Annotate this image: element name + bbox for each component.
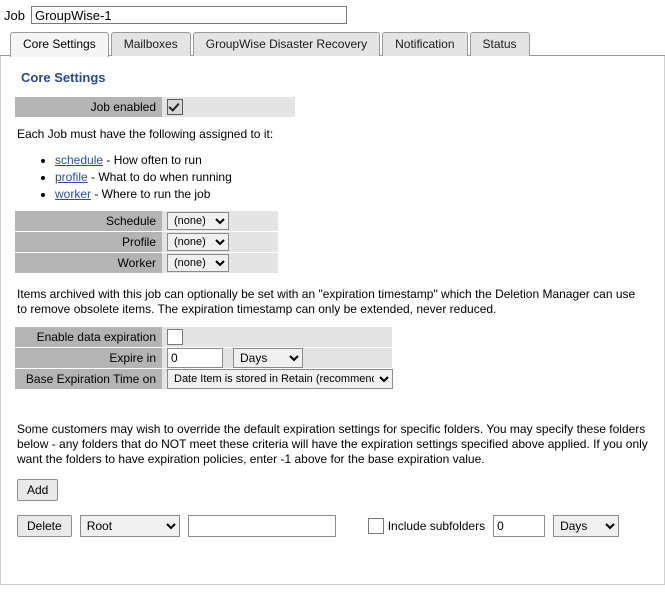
profile-field [162,232,278,252]
job-enabled-checkbox[interactable] [167,99,183,115]
folder-override-intro: Some customers may wish to override the default expiration settings for specific folders. You may specify these folders below - any folders that do NOT meet these criteria will have the expiration settings specified above applied. If you only want the folders to have expiration policies, enter -1 above for the base expiration value. [17,422,648,466]
job-enabled-label: Job enabled [15,97,162,117]
requirements-list [37,152,650,203]
schedule-desc: - How often to run [103,153,202,167]
profile-link[interactable]: profile [55,170,88,184]
profile-row [15,232,650,252]
expire-in-label: Expire in [15,348,162,368]
schedule-row [15,211,650,231]
tab-strip [0,31,665,56]
job-enabled-field [162,97,295,117]
requirements-intro: Each Job must have the following assigned to it: [17,127,274,141]
expire-in-unit-select[interactable] [233,348,303,368]
folder-scope-select[interactable] [80,515,180,537]
include-subfolders-label: Include subfolders [387,519,486,533]
schedule-field [162,211,278,231]
job-enabled-row [15,97,650,117]
schedule-label: Schedule [15,211,162,231]
job-name-bar [0,0,665,31]
include-subfolders-group [368,518,485,534]
expire-in-row [15,348,650,368]
expire-in-field [162,348,392,368]
enable-expiration-checkbox[interactable] [167,329,183,345]
expire-in-input[interactable] [167,348,223,368]
core-settings-panel [0,56,665,585]
job-label: Job [4,7,25,23]
add-button[interactable]: Add [17,479,58,501]
enable-expiration-field [162,327,392,347]
list-item [55,152,650,169]
expiration-intro: Items archived with this job can optionally be set with an "expiration timestamp" which the Deletion Manager can use to remove obsolete items. The expiration timestamp can only be extended, never reduced. [17,287,636,316]
profile-label: Profile [15,232,162,252]
delete-button[interactable]: Delete [17,515,72,537]
base-expiration-row [15,369,650,389]
include-subfolders-checkbox[interactable] [368,518,384,534]
folder-rule-row [17,515,650,537]
tab-mailboxes[interactable]: Mailboxes [111,32,191,56]
worker-select[interactable] [167,254,229,272]
worker-field [162,253,278,273]
page-title: Core Settings [21,70,106,85]
list-item [55,186,650,203]
spacer [15,390,650,412]
enable-expiration-row [15,327,650,347]
tab-status[interactable]: Status [470,32,530,56]
enable-expiration-label: Enable data expiration [15,327,162,347]
job-name-input[interactable] [31,6,347,24]
worker-link[interactable]: worker [55,187,92,201]
profile-desc: - What to do when running [87,170,232,184]
profile-select[interactable] [167,233,229,251]
tab-notification[interactable]: Notification [382,32,467,56]
base-expiration-label: Base Expiration Time on [15,369,162,389]
schedule-select[interactable] [167,212,229,230]
folder-duration-input[interactable] [493,515,545,537]
base-expiration-field [162,369,392,389]
tab-groupwise-disaster-recovery[interactable]: GroupWise Disaster Recovery [193,32,380,56]
tab-core-settings[interactable]: Core Settings [10,32,109,57]
folder-name-input[interactable] [188,515,336,537]
base-expiration-select[interactable] [167,369,393,389]
worker-desc: - Where to run the job [91,187,211,201]
worker-row [15,253,650,273]
worker-label: Worker [15,253,162,273]
list-item [55,169,650,186]
schedule-link[interactable]: schedule [55,153,104,167]
folder-duration-unit-select[interactable] [553,515,619,537]
